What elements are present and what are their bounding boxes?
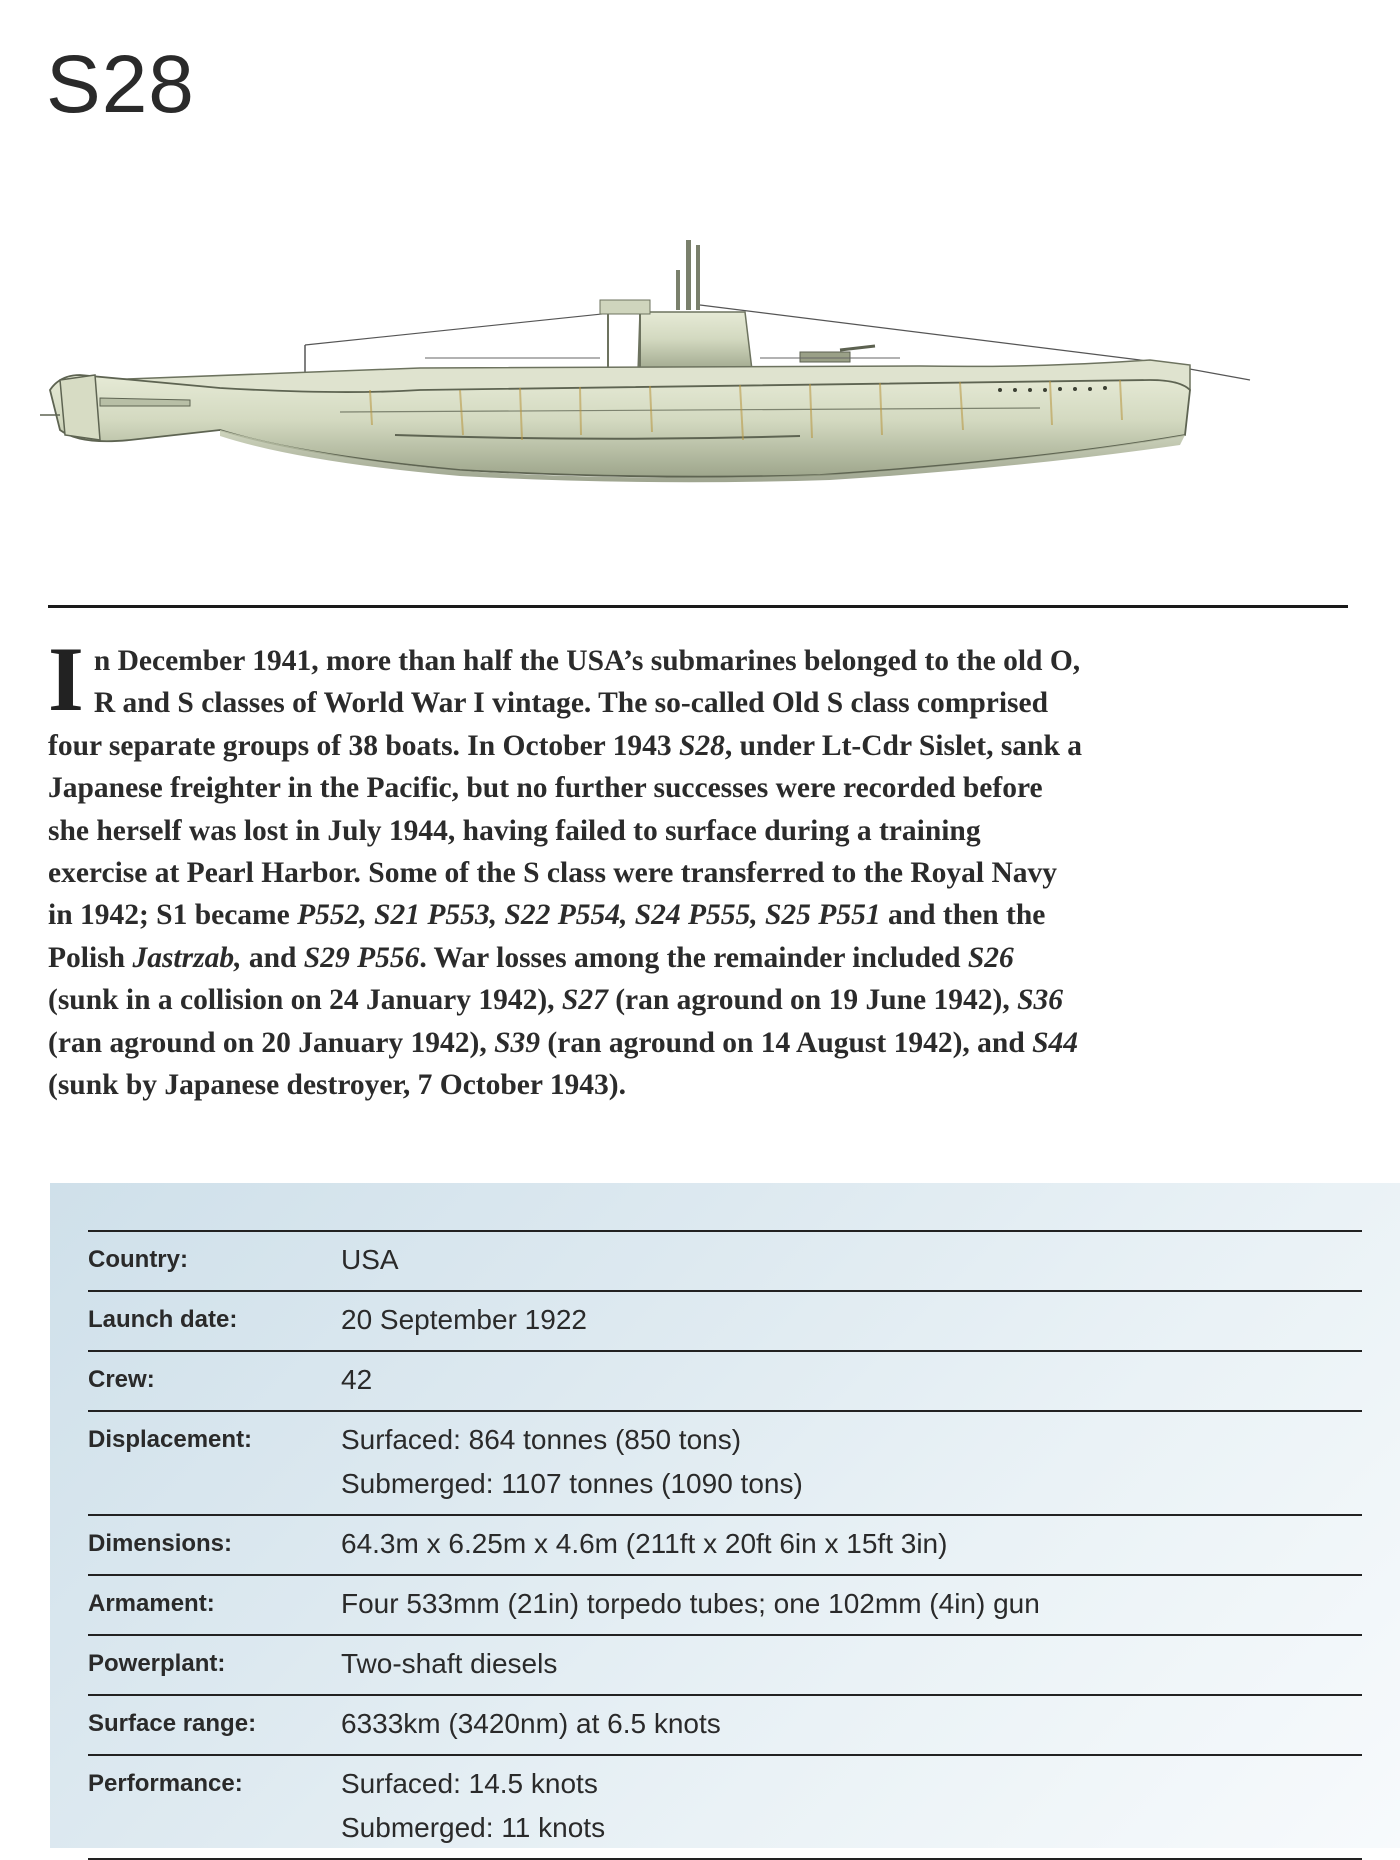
italic-text: S28 bbox=[678, 729, 725, 762]
spec-row bbox=[88, 1292, 1362, 1352]
spec-value: Surfaced: 864 tonnes (850 tons) bbox=[341, 1424, 742, 1455]
spec-value: Two-shaft diesels bbox=[341, 1648, 558, 1679]
spec-value: Surfaced: 14.5 knots bbox=[341, 1768, 598, 1799]
spec-row bbox=[88, 1232, 1362, 1292]
spec-values bbox=[341, 1522, 1362, 1566]
text-run: four separate groups of 38 boats. In October 1943 bbox=[48, 729, 679, 762]
text-run: and then the bbox=[880, 899, 1046, 932]
text-run: (ran aground on 14 August 1942), and bbox=[540, 1026, 1033, 1059]
spec-value: 6333km (3420nm) at 6.5 knots bbox=[341, 1708, 721, 1739]
spec-label: Powerplant: bbox=[88, 1650, 226, 1677]
spec-label: Country: bbox=[88, 1246, 188, 1273]
paragraph-line bbox=[48, 640, 1350, 682]
italic-text: S27 bbox=[561, 984, 608, 1017]
paragraph-line bbox=[48, 810, 1350, 852]
spec-row bbox=[88, 1576, 1362, 1636]
spec-values bbox=[341, 1238, 1362, 1282]
spec-value: Submerged: 11 knots bbox=[341, 1812, 606, 1843]
italic-text: S36 bbox=[1017, 984, 1063, 1017]
spec-row bbox=[88, 1516, 1362, 1576]
italic-text: S44 bbox=[1032, 1026, 1079, 1059]
spec-label: Displacement: bbox=[88, 1426, 253, 1453]
text-run: , under Lt-Cdr Sislet, sank a bbox=[724, 729, 1082, 762]
spec-row bbox=[88, 1696, 1362, 1756]
spec-values bbox=[341, 1762, 1362, 1850]
italic-text: S26 bbox=[967, 941, 1014, 974]
text-run: Polish bbox=[48, 941, 133, 974]
italic-text: S39 bbox=[494, 1026, 541, 1059]
spec-row bbox=[88, 1412, 1362, 1516]
paragraph-line bbox=[48, 767, 1350, 809]
text-run: n December 1941, more than half the USA’s submarines belonged to the old O, bbox=[93, 645, 1081, 677]
spec-label: Armament: bbox=[88, 1590, 215, 1617]
text-run: exercise at Pearl Harbor. Some of the S class were transferred to the Royal Navy bbox=[48, 857, 1058, 890]
text-run: and bbox=[241, 941, 304, 974]
spec-value: 64.3m x 6.25m x 4.6m (211ft x 20ft 6in x 15ft 3in) bbox=[341, 1528, 948, 1559]
spec-label: Crew: bbox=[88, 1366, 155, 1393]
paragraph-line bbox=[48, 1022, 1350, 1064]
spec-value: Submerged: 1107 tonnes (1090 tons) bbox=[341, 1468, 803, 1499]
spec-values bbox=[341, 1582, 1362, 1626]
spec-label: Surface range: bbox=[88, 1710, 257, 1737]
text-run: . War losses among the remainder included bbox=[419, 941, 968, 974]
spec-value: 42 bbox=[341, 1364, 373, 1395]
text-run: she herself was lost in July 1944, having failed to surface during a training bbox=[48, 814, 981, 847]
drop-cap: I bbox=[48, 628, 84, 730]
paragraph-line bbox=[48, 979, 1350, 1021]
spec-values bbox=[341, 1298, 1362, 1342]
paragraph-line bbox=[48, 894, 1350, 936]
paragraph-line bbox=[48, 852, 1350, 894]
spec-row bbox=[88, 1636, 1362, 1696]
text-run: R and S classes of World War I vintage. The so-called Old S class comprised bbox=[93, 687, 1049, 720]
spec-row bbox=[88, 1756, 1362, 1860]
spec-label: Launch date: bbox=[88, 1306, 238, 1333]
spec-value: Four 533mm (21in) torpedo tubes; one 102mm (4in) gun bbox=[341, 1588, 1040, 1619]
spec-value: 20 September 1922 bbox=[341, 1304, 587, 1335]
paragraph-line bbox=[48, 682, 1350, 724]
text-run: Japanese freighter in the Pacific, but no further successes were recorded before bbox=[48, 772, 1043, 805]
text-run: (sunk in a collision on 24 January 1942), bbox=[48, 984, 562, 1017]
spec-label: Dimensions: bbox=[88, 1530, 233, 1557]
submarine-illustration bbox=[40, 240, 1360, 580]
paragraph-line bbox=[48, 1064, 1350, 1106]
paragraph-line bbox=[48, 937, 1350, 979]
italic-text: P552, S21 P553, S22 P554, S24 P555, S25 P551 bbox=[297, 899, 881, 932]
spec-panel bbox=[50, 1183, 1400, 1848]
italic-text: S29 P556 bbox=[303, 941, 420, 974]
spec-label: Performance: bbox=[88, 1770, 243, 1797]
text-run: in 1942; S1 became bbox=[48, 899, 298, 932]
spec-values bbox=[341, 1642, 1362, 1686]
text-run: (ran aground on 19 June 1942), bbox=[607, 984, 1018, 1017]
spec-values bbox=[341, 1418, 1362, 1506]
text-run: (ran aground on 20 January 1942), bbox=[48, 1026, 495, 1059]
text-run: (sunk by Japanese destroyer, 7 October 1943). bbox=[48, 1069, 627, 1102]
section-divider bbox=[48, 605, 1348, 608]
spec-value: USA bbox=[341, 1244, 399, 1275]
paragraph-line bbox=[48, 725, 1350, 767]
italic-text: Jastrzab, bbox=[132, 941, 242, 974]
spec-table bbox=[88, 1230, 1362, 1860]
spec-row bbox=[88, 1352, 1362, 1412]
spec-values bbox=[341, 1702, 1362, 1746]
history-paragraph bbox=[48, 628, 1350, 1106]
spec-values bbox=[341, 1358, 1362, 1402]
page-title: S28 bbox=[46, 39, 195, 130]
